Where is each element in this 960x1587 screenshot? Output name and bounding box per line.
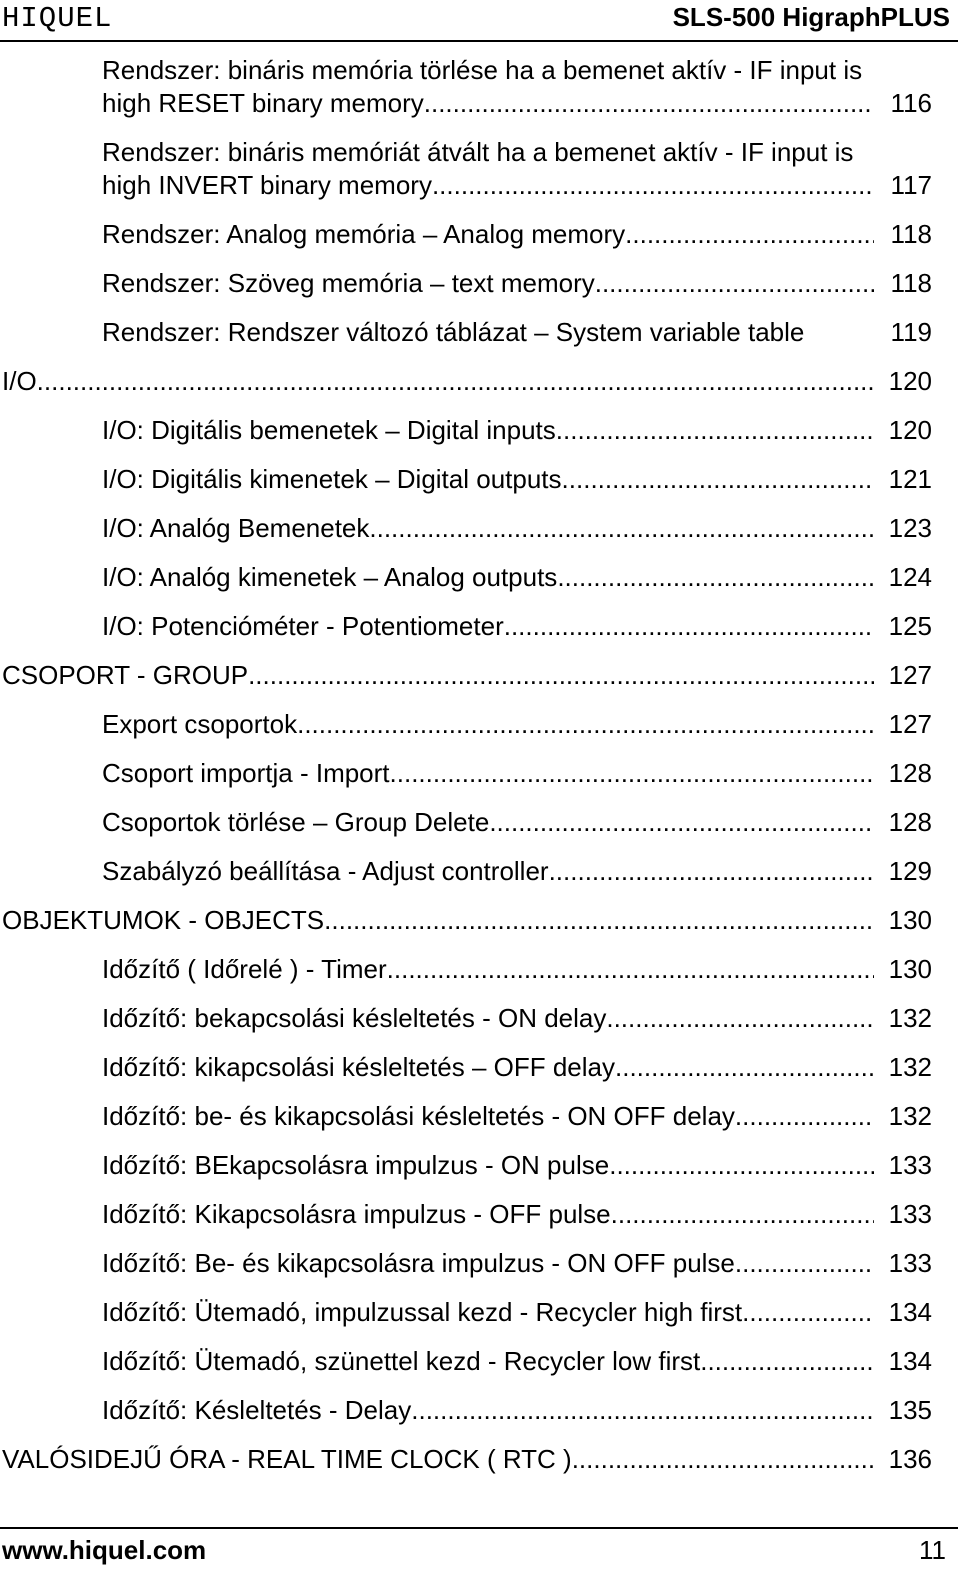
toc-entry[interactable] xyxy=(102,1394,932,1443)
toc-entry-row xyxy=(102,87,932,120)
toc-entry-row xyxy=(102,512,932,545)
toc-entry[interactable] xyxy=(2,365,932,414)
dot-leader xyxy=(504,610,874,643)
toc-entry-title: Időzítő: be- és kikapcsolási késleltetés - ON OFF delay xyxy=(102,1101,735,1131)
toc-entry[interactable] xyxy=(102,54,932,136)
toc-entry-title: I/O: Potencióméter - Potentiometer xyxy=(102,611,504,641)
toc-entry-title: Csoport importja - Import xyxy=(102,758,390,788)
product-name: SLS-500 HigraphPLUS xyxy=(672,2,950,32)
dot-leader xyxy=(562,463,874,496)
toc-entry-row xyxy=(102,855,932,888)
toc-entry[interactable] xyxy=(102,1002,932,1051)
toc-entry-row xyxy=(102,610,932,643)
toc-entry-row xyxy=(102,1247,932,1280)
toc-entry-title: Időzítő: Kikapcsolásra impulzus - OFF pulse xyxy=(102,1199,611,1229)
toc-entry[interactable] xyxy=(102,463,932,512)
toc-entry-page: 136 xyxy=(888,1444,932,1474)
footer-url[interactable]: www.hiquel.com xyxy=(2,1535,207,1565)
toc-entry-row xyxy=(102,1149,932,1182)
toc-entry-row xyxy=(102,757,932,790)
toc-entry-title: Időzítő: Késleltetés - Delay xyxy=(102,1395,412,1425)
dot-leader xyxy=(735,1100,874,1133)
toc-entry[interactable] xyxy=(102,218,932,267)
dot-leader xyxy=(572,1443,874,1476)
toc-entry[interactable] xyxy=(102,806,932,855)
toc-entry-page: 118 xyxy=(890,219,932,249)
dot-leader xyxy=(615,1051,874,1084)
toc-entry-title: VALÓSIDEJŰ ÓRA - REAL TIME CLOCK ( RTC ) xyxy=(2,1444,572,1474)
toc-entry-row xyxy=(102,561,932,594)
toc-entry-title: OBJEKTUMOK - OBJECTS xyxy=(2,905,325,935)
toc-entry-page: 116 xyxy=(890,88,932,118)
dot-leader xyxy=(611,1198,874,1231)
dot-leader xyxy=(387,953,874,986)
toc-entry[interactable] xyxy=(102,136,932,218)
toc-entry[interactable] xyxy=(102,414,932,463)
dot-leader xyxy=(297,708,874,741)
toc-entry-page: 132 xyxy=(888,1003,932,1033)
toc-entry[interactable] xyxy=(102,1051,932,1100)
toc-entry-row xyxy=(2,1443,932,1476)
toc-entry-row xyxy=(102,806,932,839)
toc-entry-page: 135 xyxy=(888,1395,932,1425)
dot-leader xyxy=(489,806,874,839)
toc-entry-page: 132 xyxy=(888,1101,932,1131)
toc-entry[interactable] xyxy=(102,708,932,757)
brand-name: HIQUEL xyxy=(2,2,113,35)
dot-leader xyxy=(606,1002,874,1035)
toc-entry-title: high INVERT binary memory xyxy=(102,170,432,200)
dot-leader xyxy=(556,414,874,447)
dot-leader xyxy=(595,267,874,300)
dot-leader xyxy=(424,87,874,120)
toc-entry-title: Időzítő: kikapcsolási késleltetés – OFF delay xyxy=(102,1052,616,1082)
toc-entry-title: Időzítő: Ütemadó, impulzussal kezd - Recycler high first xyxy=(102,1297,743,1327)
toc-entry-page: 128 xyxy=(888,758,932,788)
dot-leader xyxy=(700,1345,874,1378)
toc-entry-page: 127 xyxy=(888,709,932,739)
dot-leader xyxy=(324,904,874,937)
toc-entry-row xyxy=(102,1051,932,1084)
toc-entry[interactable] xyxy=(102,610,932,659)
toc-entry-row xyxy=(2,659,932,692)
toc-entry-title: Csoportok törlése – Group Delete xyxy=(102,807,490,837)
toc-entry-page: 118 xyxy=(890,268,932,298)
toc-entry[interactable] xyxy=(2,904,932,953)
toc-entry[interactable] xyxy=(102,1100,932,1149)
toc-entry-row xyxy=(102,463,932,496)
toc-entry-title: Export csoportok xyxy=(102,709,298,739)
dot-leader xyxy=(557,561,874,594)
toc-entry-page: 120 xyxy=(888,415,932,445)
dot-leader xyxy=(390,757,874,790)
toc-entry-row xyxy=(102,316,932,349)
toc-entry-page: 134 xyxy=(888,1346,932,1376)
toc-entry-title: I/O: Analóg kimenetek – Analog outputs xyxy=(102,562,558,592)
toc-entry-row xyxy=(102,1345,932,1378)
dot-leader xyxy=(248,659,874,692)
toc-entry-page: 120 xyxy=(888,366,932,396)
toc-entry-page: 132 xyxy=(888,1052,932,1082)
toc-entry-title: Időzítő: bekapcsolási késleltetés - ON delay xyxy=(102,1003,607,1033)
toc-entry[interactable] xyxy=(102,855,932,904)
toc-entry-title: Időzítő ( Időrelé ) - Timer xyxy=(102,954,387,984)
toc-entry-page: 123 xyxy=(888,513,932,543)
toc-entry-title: Rendszer: Rendszer változó táblázat – System variable table xyxy=(102,317,805,347)
toc-entry[interactable] xyxy=(102,1345,932,1394)
toc-entry-page: 119 xyxy=(890,317,932,347)
toc-entry-page: 117 xyxy=(890,170,932,200)
table-of-contents xyxy=(0,54,960,1492)
toc-entry-row xyxy=(102,169,932,202)
toc-entry[interactable] xyxy=(102,1296,932,1345)
toc-entry-title: CSOPORT - GROUP xyxy=(2,660,249,690)
toc-entry[interactable] xyxy=(102,267,932,316)
page-footer xyxy=(0,1527,958,1587)
dot-leader xyxy=(37,365,874,398)
toc-entry-title: high RESET binary memory xyxy=(102,88,424,118)
toc-entry-title: I/O: Digitális bemenetek – Digital inputs xyxy=(102,415,556,445)
toc-entry-row xyxy=(102,1198,932,1231)
toc-entry-title: Rendszer: Analog memória – Analog memory xyxy=(102,219,626,249)
toc-entry-row xyxy=(102,708,932,741)
toc-entry-page: 134 xyxy=(888,1297,932,1327)
toc-entry[interactable] xyxy=(102,1247,932,1296)
toc-entry-page: 125 xyxy=(888,611,932,641)
toc-entry-row xyxy=(102,1296,932,1329)
dot-leader xyxy=(742,1296,874,1329)
toc-entry-title: Időzítő: Be- és kikapcsolásra impulzus - ON OFF pulse xyxy=(102,1248,735,1278)
dot-leader xyxy=(625,218,874,251)
dot-leader xyxy=(432,169,874,202)
toc-entry[interactable] xyxy=(102,1149,932,1198)
toc-entry-page: 124 xyxy=(888,562,932,592)
toc-entry-title: Rendszer: Szöveg memória – text memory xyxy=(102,268,595,298)
toc-entry-row xyxy=(102,218,932,251)
toc-entry-row xyxy=(2,904,932,937)
toc-entry[interactable] xyxy=(102,1198,932,1247)
toc-entry-title-line1: Rendszer: bináris memóriát átvált ha a bemenet aktív - IF input is xyxy=(102,137,854,167)
footer-page-number: 11 xyxy=(919,1535,946,1565)
toc-entry[interactable] xyxy=(2,1443,932,1492)
toc-entry-page: 129 xyxy=(888,856,932,886)
toc-entry[interactable] xyxy=(102,561,932,610)
toc-entry-page: 133 xyxy=(888,1199,932,1229)
toc-entry-title: Időzítő: Ütemadó, szünettel kezd - Recycler low first xyxy=(102,1346,701,1376)
toc-entry-row xyxy=(2,365,932,398)
toc-entry-row xyxy=(102,1100,932,1133)
toc-entry[interactable] xyxy=(2,659,932,708)
toc-entry-title: I/O xyxy=(2,366,37,396)
toc-entry-title: Szabályzó beállítása - Adjust controller xyxy=(102,856,549,886)
dot-leader xyxy=(549,855,874,888)
toc-entry-page: 133 xyxy=(888,1248,932,1278)
toc-entry-page: 127 xyxy=(888,660,932,690)
toc-entry-title-line1: Rendszer: bináris memória törlése ha a bemenet aktív - IF input is xyxy=(102,55,863,85)
dot-leader xyxy=(735,1247,874,1280)
toc-entry[interactable] xyxy=(102,316,932,365)
toc-entry-page: 130 xyxy=(888,905,932,935)
toc-entry[interactable] xyxy=(102,953,932,1002)
dot-leader xyxy=(411,1394,874,1427)
toc-entry-row xyxy=(102,414,932,447)
toc-entry-row xyxy=(102,267,932,300)
toc-entry-page: 121 xyxy=(888,464,932,494)
page-header xyxy=(0,0,958,42)
toc-entry-row xyxy=(102,1394,932,1427)
dot-leader xyxy=(609,1149,874,1182)
toc-entry-page: 133 xyxy=(888,1150,932,1180)
toc-entry-title: I/O: Digitális kimenetek – Digital outputs xyxy=(102,464,562,494)
toc-entry-row xyxy=(102,953,932,986)
dot-leader xyxy=(369,512,874,545)
toc-entry-page: 130 xyxy=(888,954,932,984)
toc-entry[interactable] xyxy=(102,512,932,561)
toc-entry[interactable] xyxy=(102,757,932,806)
toc-entry-page: 128 xyxy=(888,807,932,837)
toc-entry-title: Időzítő: BEkapcsolásra impulzus - ON pulse xyxy=(102,1150,610,1180)
toc-entry-row xyxy=(102,1002,932,1035)
toc-entry-title: I/O: Analóg Bemenetek xyxy=(102,513,370,543)
